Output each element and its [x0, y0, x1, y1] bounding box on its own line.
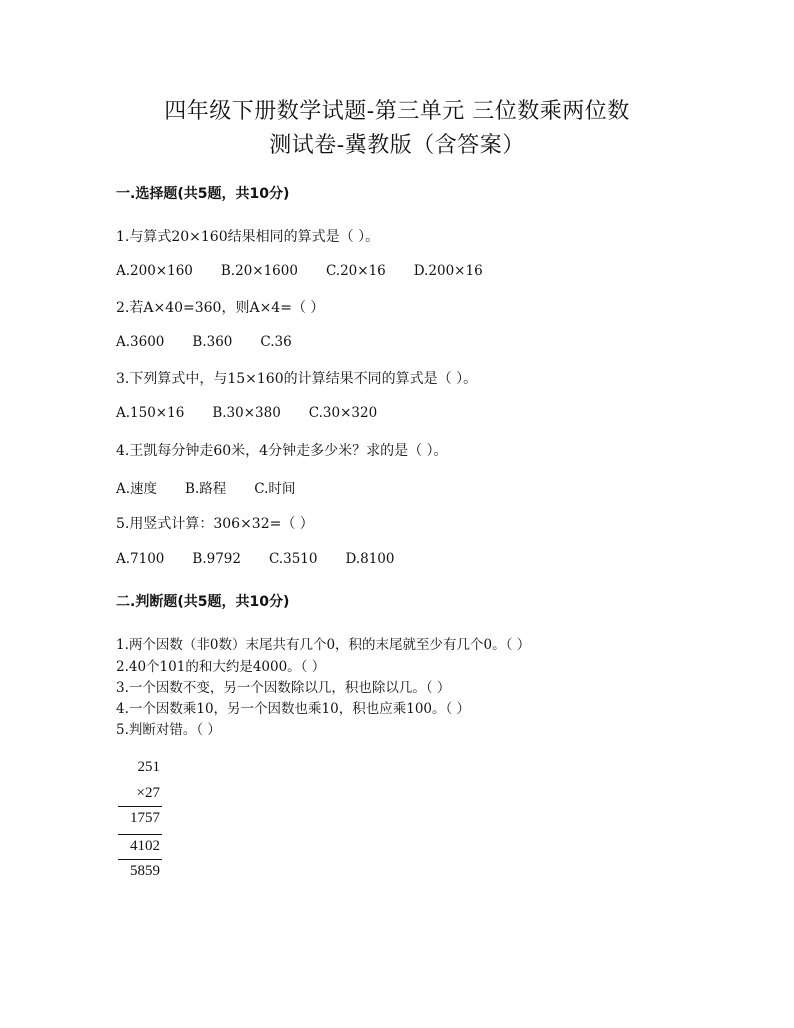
question-2-option-b: B.360	[192, 334, 233, 350]
question-1-option-b: B.20×1600	[220, 263, 298, 279]
question-4-text: 4.王凯每分钟走60米，4分钟走多少米？求的是（ ）。	[116, 443, 448, 459]
judge-item-1: 1.两个因数（非0数）末尾共有几个0，积的末尾就至少有几个0。（ ）	[116, 637, 531, 653]
judge-item-2: 2.40个101的和大约是4000。（ ）	[116, 659, 326, 675]
question-2-options	[116, 334, 320, 350]
section-heading-true-false: 二.判断题(共5题，共10分)	[116, 594, 290, 610]
calc-partial-product-1: 1757	[130, 810, 160, 826]
question-5-options	[116, 551, 422, 567]
question-4-option-b: B.路程	[185, 481, 227, 497]
question-1-text: 1.与算式20×160结果相同的算式是（ ）。	[116, 229, 380, 245]
calc-multiplier: ×27	[136, 785, 160, 801]
question-3-options	[116, 405, 405, 421]
question-3-text: 3.下列算式中，与15×160的计算结果不同的算式是（ ）。	[116, 371, 478, 387]
question-5-option-d: D.8100	[345, 551, 395, 567]
calc-rule-2	[118, 834, 162, 835]
question-5-option-c: C.3510	[268, 551, 318, 567]
judge-item-4: 4.一个因数乘10，另一个因数也乘10，积也应乘100。（ ）	[116, 701, 471, 717]
question-5-option-b: B.9792	[192, 551, 241, 567]
question-3-option-c: C.30×320	[308, 405, 378, 421]
question-2-text: 2.若A×40=360，则A×4=（ ）	[116, 300, 325, 316]
question-1-option-d: D.200×16	[413, 263, 483, 279]
calc-rule-3	[118, 859, 162, 860]
calc-partial-product-2: 4102	[130, 838, 160, 854]
question-1-option-c: C.20×16	[325, 263, 386, 279]
page-title-line-1: 四年级下册数学试题-第三单元 三位数乘两位数	[164, 99, 630, 124]
question-5-text: 5.用竖式计算：306×32=（ ）	[116, 516, 314, 532]
question-3-option-b: B.30×380	[212, 405, 281, 421]
judge-item-5: 5.判断对错。（ ）	[116, 722, 221, 738]
question-5-option-a: A.7100	[116, 551, 165, 567]
question-4-option-c: C.时间	[254, 481, 296, 497]
question-2-option-c: C.36	[260, 334, 292, 350]
question-3-option-a: A.150×16	[116, 405, 185, 421]
question-1-options	[116, 263, 511, 279]
question-1-option-a: A.200×160	[116, 263, 193, 279]
section-heading-multiple-choice: 一.选择题(共5题，共10分)	[116, 186, 290, 202]
calc-multiplicand: 251	[137, 759, 160, 775]
calc-rule-1	[118, 806, 162, 807]
judge-item-3: 3.一个因数不变，另一个因数除以几，积也除以几。（ ）	[116, 680, 451, 696]
page-title-line-2: 测试卷-冀教版（含答案）	[269, 133, 525, 158]
calc-result: 5859	[130, 863, 160, 879]
question-4-option-a: A.速度	[116, 481, 158, 497]
question-4-options	[116, 477, 323, 497]
question-2-option-a: A.3600	[116, 334, 165, 350]
